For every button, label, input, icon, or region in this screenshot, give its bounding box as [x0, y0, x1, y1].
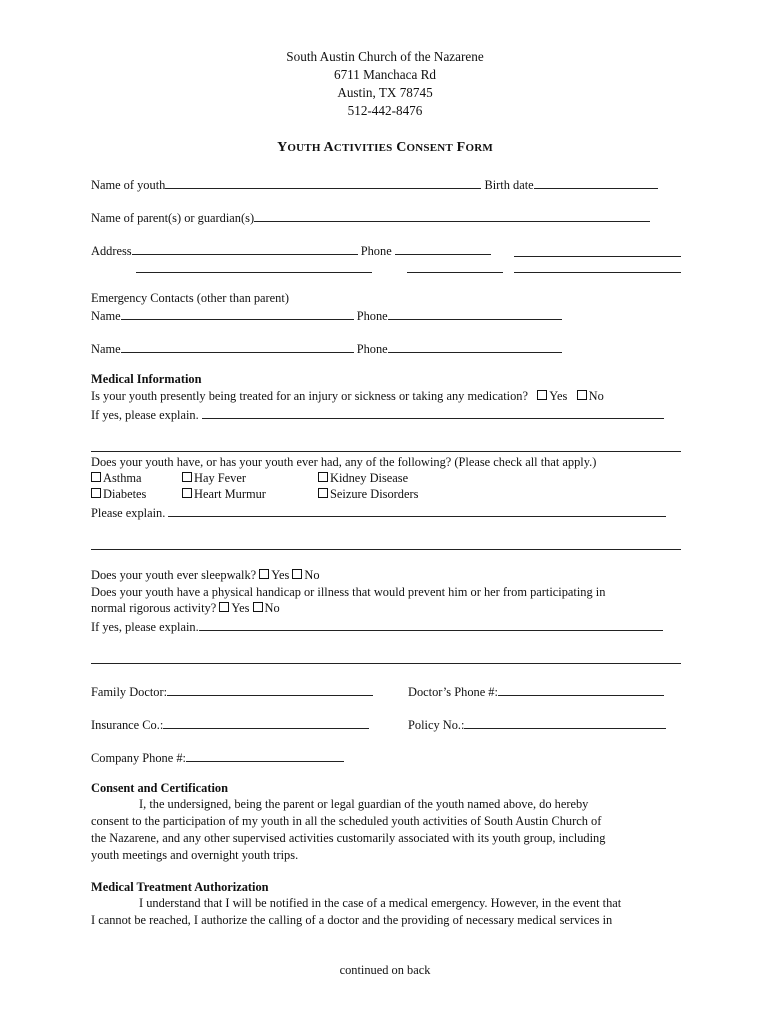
conditions-explain-row [91, 504, 666, 521]
policy-label: Policy No.: [408, 718, 465, 732]
handicap-explain-line[interactable] [91, 663, 681, 664]
emergency-row-1 [91, 307, 562, 324]
continued-on-back: continued on back [339, 963, 431, 977]
family-doctor-row [91, 683, 373, 700]
consent-line-3: the Nazarene, and any other supervised activities customarily associated with its youth group, including [91, 831, 606, 845]
address-phone-field-2[interactable] [514, 244, 681, 257]
emergency-phone-field-1[interactable] [388, 307, 562, 320]
condition-hay-fever [182, 471, 246, 486]
address-label: Address [91, 244, 132, 258]
doctor-phone-label: Doctor’s Phone #: [408, 685, 498, 699]
handicap-question-line1: Does your youth have a physical handicap or illness that would prevent him or her from participating in [91, 585, 606, 599]
policy-field[interactable] [464, 716, 666, 729]
seizure-checkbox[interactable] [318, 488, 328, 498]
emergency-name-field-2[interactable] [121, 340, 354, 353]
treatment-heading: Medical Treatment Authorization [91, 880, 269, 894]
emergency-phone-label: Phone [356, 342, 388, 356]
policy-row [408, 716, 666, 733]
handicap-explain-field[interactable] [199, 618, 663, 631]
consent-line-2: consent to the participation of my youth in all the scheduled youth activities of South Austin Church of [91, 814, 602, 828]
condition-seizure [318, 487, 418, 502]
medication-explain-row [91, 406, 664, 423]
conditions-explain-field[interactable] [168, 504, 666, 517]
condition-diabetes [91, 487, 146, 502]
church-phone: 512-442-8476 [347, 103, 423, 118]
emergency-phone-field-2[interactable] [388, 340, 562, 353]
condition-kidney [318, 471, 408, 486]
emergency-row-2 [91, 340, 562, 357]
diabetes-label: Diabetes [103, 487, 147, 501]
handicap-yes-checkbox[interactable] [219, 602, 229, 612]
handicap-explain-row [91, 618, 663, 635]
church-name: South Austin Church of the Nazarene [286, 49, 484, 64]
consent-heading: Consent and Certification [91, 781, 228, 795]
medication-yes-checkbox[interactable] [537, 390, 547, 400]
no-label: No [304, 568, 320, 582]
yes-label: Yes [271, 568, 290, 582]
doctor-phone-row [408, 683, 664, 700]
condition-heart [182, 487, 266, 502]
company-phone-label: Company Phone #: [91, 751, 186, 765]
address-phone-field-1[interactable] [395, 242, 491, 255]
family-doctor-label: Family Doctor: [91, 685, 168, 699]
asthma-label: Asthma [103, 471, 142, 485]
birth-date-label: Birth date [484, 178, 534, 192]
no-label: No [264, 601, 280, 615]
sleepwalk-text: Does your youth ever sleepwalk? [91, 568, 257, 582]
conditions-explain-line[interactable] [91, 549, 681, 550]
if-yes-label: If yes, please explain. [91, 620, 199, 634]
medication-no-checkbox[interactable] [577, 390, 587, 400]
sleepwalk-yes-checkbox[interactable] [259, 569, 269, 579]
heart-murmur-checkbox[interactable] [182, 488, 192, 498]
sleepwalk-question [91, 568, 320, 583]
emergency-name-label: Name [91, 309, 121, 323]
sleepwalk-no-checkbox[interactable] [292, 569, 302, 579]
handicap-text: normal rigorous activity? [91, 601, 217, 615]
no-label: No [588, 389, 604, 403]
consent-line-4: youth meetings and overnight youth trips. [91, 848, 299, 862]
please-explain-label: Please explain. [91, 506, 166, 520]
medication-question [91, 389, 604, 404]
treatment-line-1: I understand that I will be notified in the case of a medical emergency. However, in the event that [139, 896, 622, 910]
doctor-phone-field[interactable] [498, 683, 664, 696]
emergency-heading: Emergency Contacts (other than parent) [91, 291, 289, 305]
youth-name-label: Name of youth [91, 178, 166, 192]
diabetes-checkbox[interactable] [91, 488, 101, 498]
yes-label: Yes [231, 601, 250, 615]
kidney-checkbox[interactable] [318, 472, 328, 482]
conditions-question: Does your youth have, or has your youth ever had, any of the following? (Please check all that apply.) [91, 455, 597, 469]
emergency-name-field-1[interactable] [121, 307, 354, 320]
kidney-label: Kidney Disease [330, 471, 409, 485]
company-phone-field[interactable] [186, 749, 344, 762]
insurance-label: Insurance Co.: [91, 718, 164, 732]
insurance-field[interactable] [163, 716, 369, 729]
address-phone-field-4[interactable] [514, 260, 681, 273]
church-street: 6711 Manchaca Rd [333, 67, 437, 82]
handicap-question-line2 [91, 601, 280, 616]
handicap-no-checkbox[interactable] [253, 602, 263, 612]
youth-name-row [91, 176, 658, 193]
form-title: YOUTH ACTIVITIES CONSENT FORM [277, 140, 493, 155]
emergency-phone-label: Phone [356, 309, 388, 323]
medical-heading: Medical Information [91, 372, 202, 386]
parent-name-row [91, 209, 650, 226]
medication-explain-field[interactable] [202, 406, 664, 419]
if-yes-label: If yes, please explain. [91, 408, 199, 422]
address-row [91, 242, 491, 259]
medication-explain-line[interactable] [91, 451, 681, 452]
birth-date-field[interactable] [534, 176, 658, 189]
treatment-line-2: I cannot be reached, I authorize the calling of a doctor and the providing of necessary medical services in [91, 913, 613, 927]
hay-fever-label: Hay Fever [194, 471, 246, 485]
medication-question-text: Is your youth presently being treated for an injury or sickness or taking any medication? [91, 389, 528, 403]
heart-murmur-label: Heart Murmur [194, 487, 266, 501]
church-city: Austin, TX 78745 [337, 85, 433, 100]
consent-line-1: I, the undersigned, being the parent or legal guardian of the youth named above, do hereby [139, 797, 589, 811]
seizure-label: Seizure Disorders [330, 487, 419, 501]
address-field-2[interactable] [136, 260, 372, 273]
parent-name-field[interactable] [254, 209, 650, 222]
yes-label: Yes [549, 389, 568, 403]
parent-name-label: Name of parent(s) or guardian(s) [91, 211, 255, 225]
hay-fever-checkbox[interactable] [182, 472, 192, 482]
asthma-checkbox[interactable] [91, 472, 101, 482]
youth-name-field[interactable] [165, 176, 481, 189]
address-phone-label: Phone [360, 244, 392, 258]
company-phone-row [91, 749, 344, 766]
emergency-name-label: Name [91, 342, 121, 356]
insurance-row [91, 716, 369, 733]
address-phone-field-3[interactable] [407, 260, 503, 273]
family-doctor-field[interactable] [167, 683, 373, 696]
address-field-1[interactable] [132, 242, 358, 255]
